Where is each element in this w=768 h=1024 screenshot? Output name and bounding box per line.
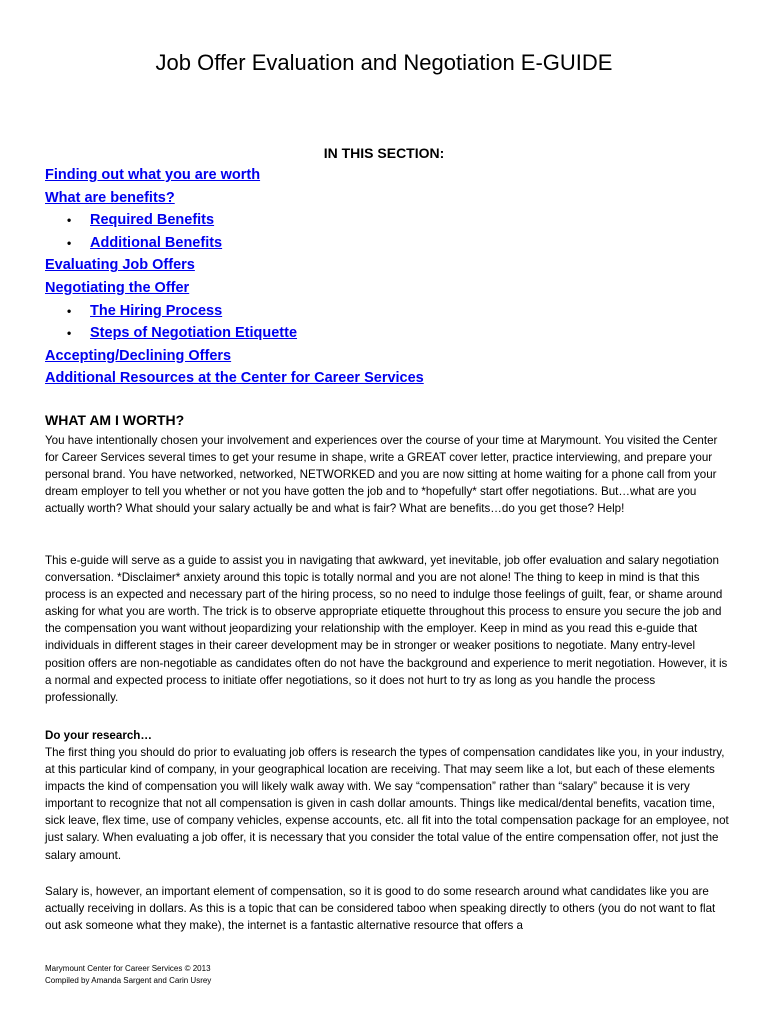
page-footer: [45, 963, 211, 987]
footer-copyright: Marymount Center for Career Services © 2013: [45, 964, 211, 973]
toc-item-evaluating-offers: [45, 254, 424, 277]
toc-link-required-benefits[interactable]: Required Benefits: [90, 212, 215, 229]
toc-item-required-benefits: [45, 209, 424, 232]
toc-item-benefits: [45, 187, 424, 210]
toc-link-negotiating[interactable]: Negotiating the Offer: [45, 279, 190, 296]
bullet-icon: •: [67, 213, 72, 228]
toc-item-additional-benefits: [45, 232, 424, 255]
footer-compiled-by: Compiled by Amanda Sargent and Carin Usrey: [45, 976, 212, 985]
bullet-icon: •: [67, 303, 72, 318]
toc-item-finding-worth: [45, 164, 424, 187]
toc-item-negotiating: [45, 277, 424, 300]
toc-link-finding-worth[interactable]: Finding out what you are worth: [45, 167, 261, 183]
page-title: Job Offer Evaluation and Negotiation E-GUIDE: [155, 50, 613, 75]
research-heading: Do your research…: [45, 729, 152, 742]
section-heading: WHAT AM I WORTH?: [45, 412, 185, 428]
toc-link-hiring-process[interactable]: The Hiring Process: [90, 302, 223, 319]
toc-item-additional-resources: [45, 367, 424, 390]
toc-link-negotiation-etiquette[interactable]: Steps of Negotiation Etiquette: [90, 325, 298, 342]
paragraph-guide-purpose: This e-guide will serve as a guide to assist you in navigating that awkward, yet inevitable, job offer evaluation and salary negotiation conversation. *Disclaimer* anxiety around this topic is totally normal and you are not alone! The thing to keep in mind is that this process is an expected and necessary part of the hiring process, so no need to indulge those feelings of guilt, fear, or shame around asking for what you are worth. The trick is to observe appropriate etiquette throughout this process to ensure you secure the job and the compensation you want without jeopardizing your relationship with the employer. Keep in mind as you read this e-guide that individuals in different stages in their career development may be in stronger or weaker positions to negotiate. Many entry-level position offers are non-negotiable as candidates often do not have the background and experience to merit negotiation. However, it is a normal and expected process to initiate offer negotiations, so it does not hurt to try as long as you handle the process professionally.: [45, 554, 728, 704]
toc-link-benefits[interactable]: What are benefits?: [45, 189, 175, 206]
toc-link-additional-resources[interactable]: Additional Resources at the Center for Career Services: [45, 370, 424, 387]
bullet-icon: •: [67, 326, 72, 341]
paragraph-intro: You have intentionally chosen your involvement and experiences over the course of your time at Marymount. You visited the Center for Career Services several times to get your resume in shape, write a GREAT cover letter, practice interviewing, and prepare your personal brand. You have networked, networked, NETWORKED and you are now sitting at home waiting for a phone call from your dream employer to tell you whether or not you have gotten the job and to *hopefully* start offer negotiations. But…what are you actually worth? What should your salary actually be and what is fair? What are benefits…do you get those? Help!: [45, 434, 718, 516]
toc-heading: IN THIS SECTION:: [323, 145, 445, 161]
toc-item-negotiation-etiquette: [45, 322, 424, 345]
toc-link-additional-benefits[interactable]: Additional Benefits: [90, 234, 223, 251]
toc-link-evaluating-offers[interactable]: Evaluating Job Offers: [45, 257, 195, 274]
toc-link-accepting-declining[interactable]: Accepting/Declining Offers: [45, 347, 232, 364]
paragraph-research: The first thing you should do prior to evaluating job offers is research the types of compensation candidates like you, in your industry, at this particular kind of company, in your geographical location are receiving. That may seem like a lot, but each of these elements impacts the kind of compensation you will likely walk away with. We say “compensation” rather than “salary” because it is very important to recognize that not all compensation is given in cash dollar amounts. Things like medical/dental benefits, vacation time, sick leave, flex time, use of company vehicles, expense accounts, etc. all fit into the total compensation package for an employee, not just salary. When evaluating a job offer, it is necessary that you consider the total value of the entire compensation offer, not just the salary amount.: [45, 746, 729, 862]
toc-item-hiring-process: [45, 300, 424, 323]
paragraph-salary: Salary is, however, an important element of compensation, so it is good to do some research around what candidates like you are actually receiving in dollars. As this is a topic that can be considered taboo when speaking directly to others (you do not want to flat out ask someone what they make), the internet is a fantastic alternative resource that offers a: [45, 885, 716, 933]
table-of-contents: [45, 164, 424, 390]
bullet-icon: •: [67, 235, 72, 250]
toc-item-accepting-declining: [45, 345, 424, 368]
